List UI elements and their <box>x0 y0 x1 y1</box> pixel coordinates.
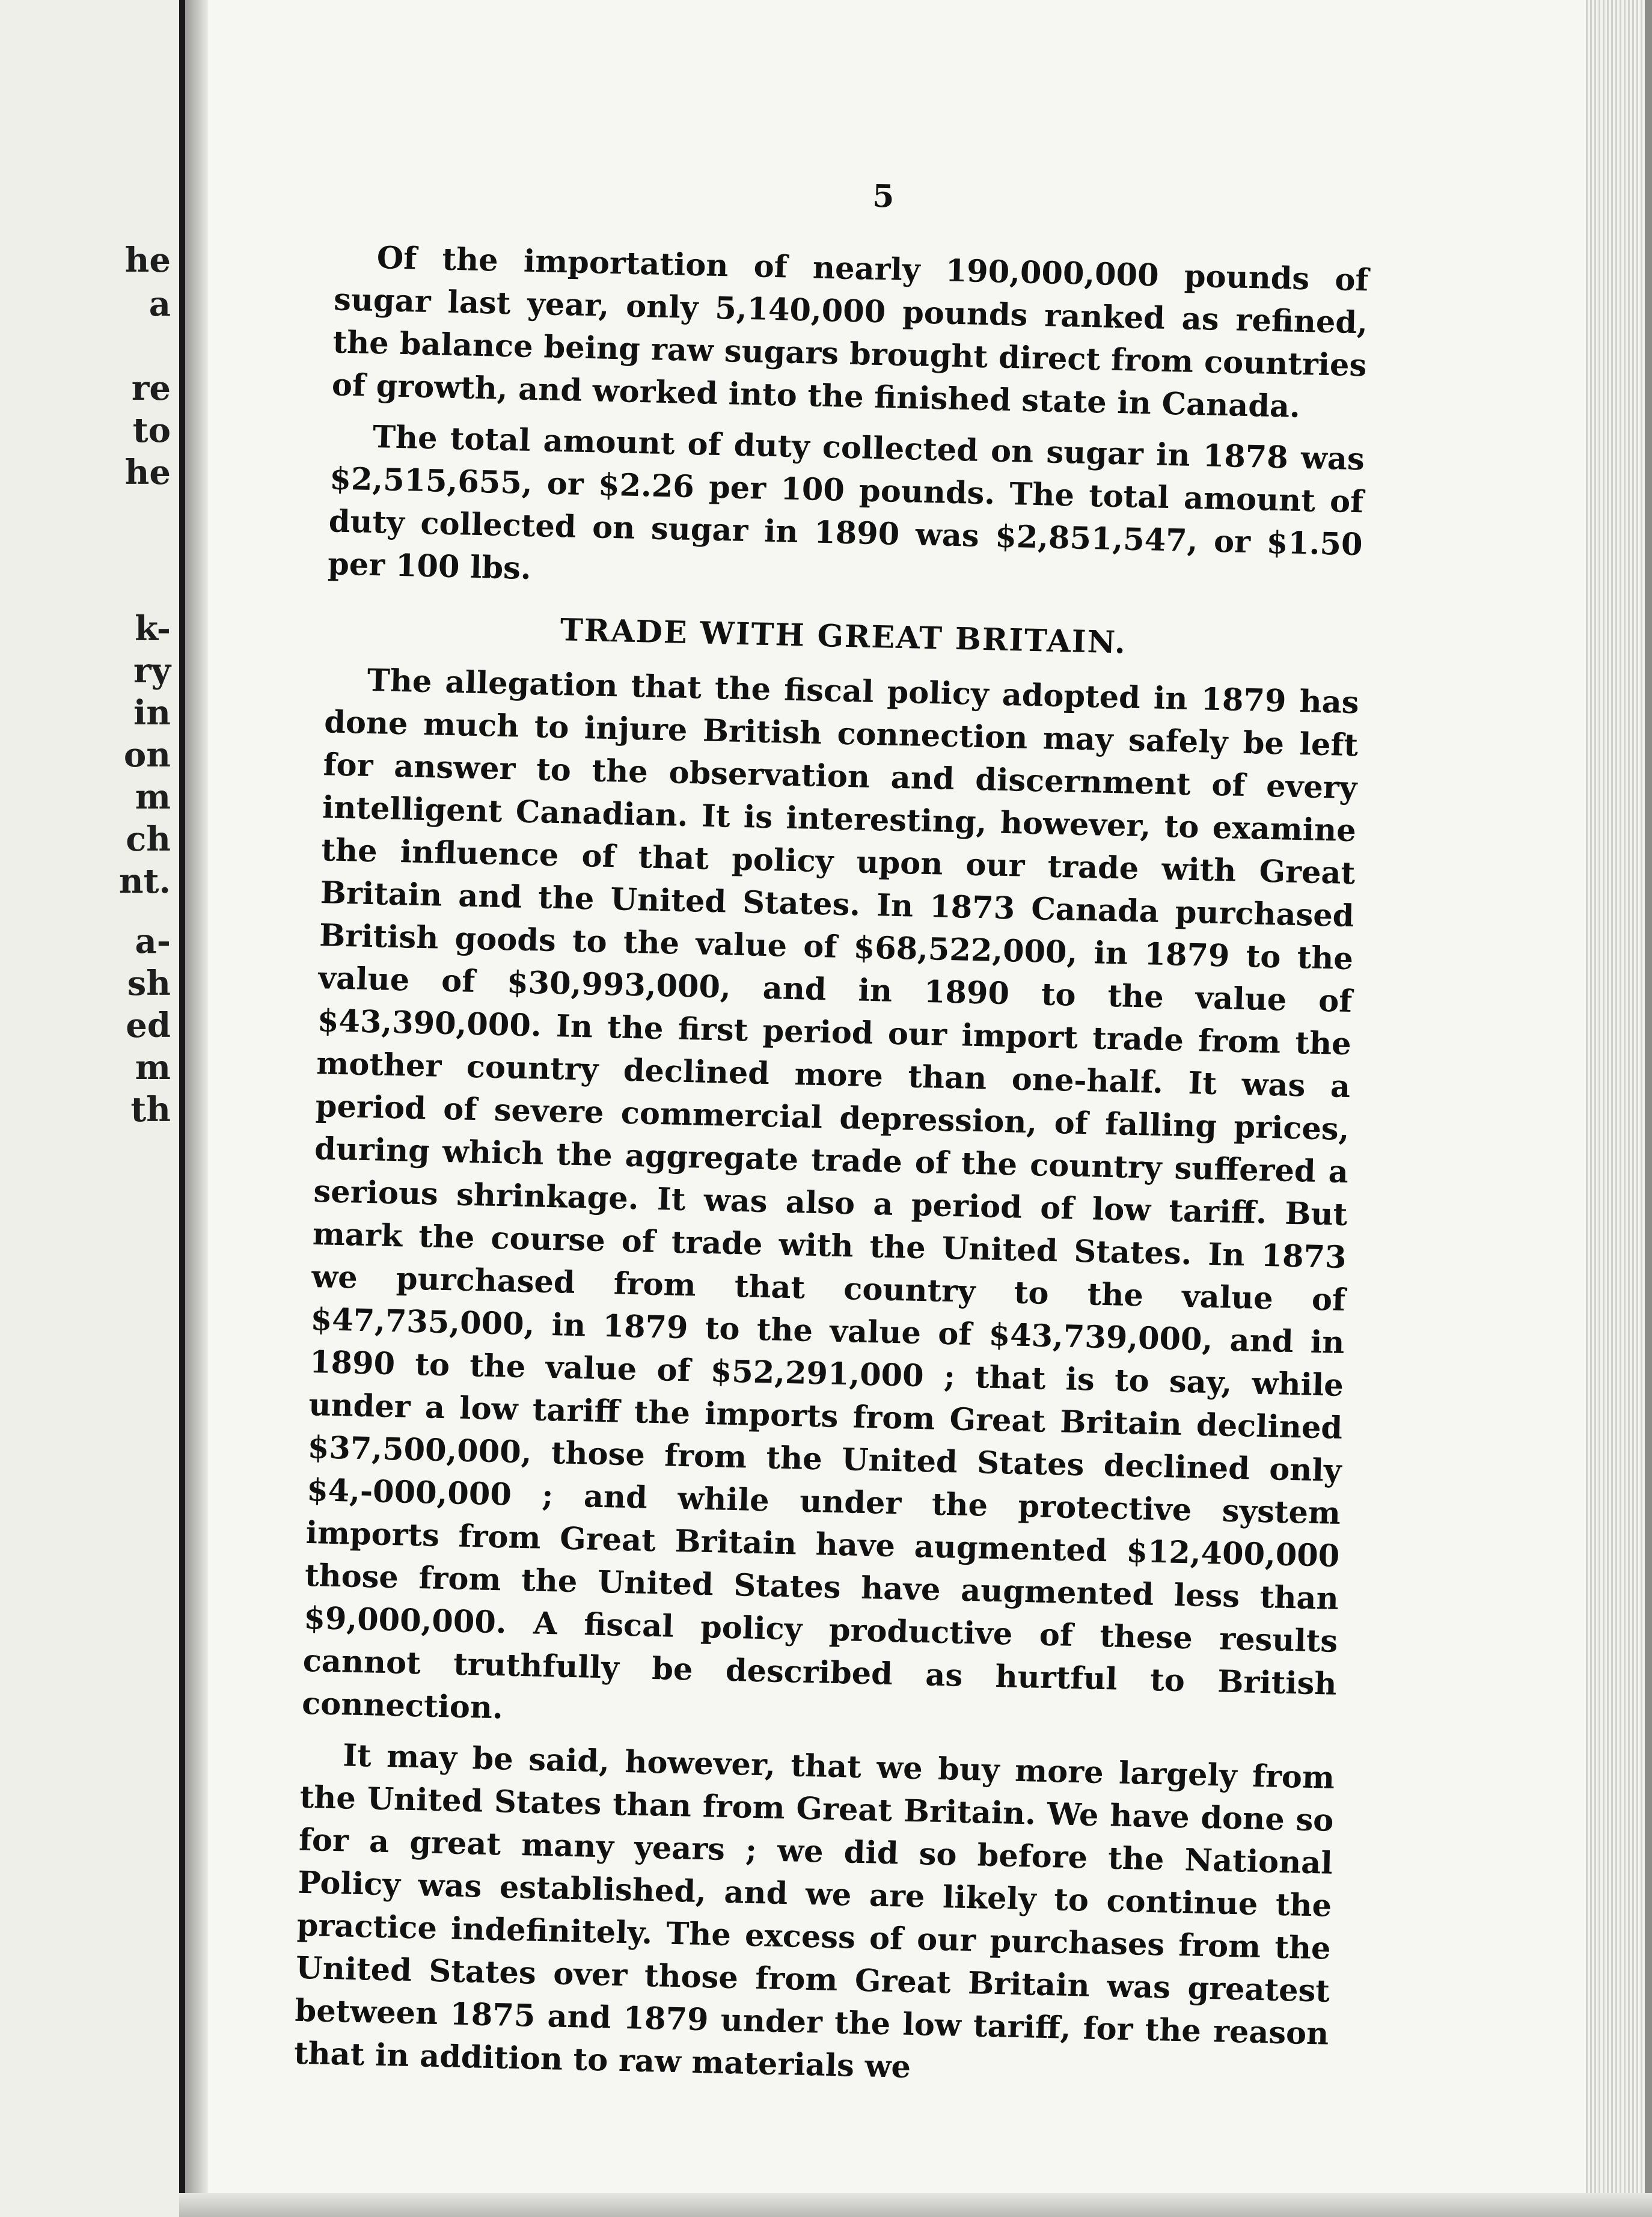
left-page-fragment: ed <box>126 1006 171 1045</box>
page-number: 5 <box>872 177 895 215</box>
left-page-fragment: to <box>132 411 171 450</box>
page-stack-edge <box>1586 0 1652 2217</box>
left-page-fragment: he <box>124 453 171 492</box>
left-page-fragment: re <box>131 368 171 408</box>
section-heading: TRADE WITH GREAT BRITAIN. <box>560 612 1127 661</box>
page-bottom-edge <box>179 2193 1652 2217</box>
left-page-fragment: nt. <box>118 861 171 901</box>
page-stack-border <box>1645 0 1652 2217</box>
left-page-fragment: m <box>135 1048 171 1087</box>
paragraph: It may be said, however, that we buy more largely from the United States than from Great Britain. We have done so for a great many years ; we did so before the National Policy was established, and we are likely to continue the practice indefinitely. The excess of our purchases from the United States over those from Great Britain was greatest between 1875 and 1879 under the low tariff, for the reason that in addition to raw materials we <box>293 1737 1335 2085</box>
left-page-fragment: ch <box>126 819 171 859</box>
left-page-fragment: k- <box>135 609 171 649</box>
paragraph: The total amount of duty collected on sugar in 1878 was $2,515,655, or $2.26 per 100 pounds. The total amount of duty collected on sugar in 1890 was $2,851,547, or $1.50 per 100 lbs. <box>327 418 1365 587</box>
left-page-fragment: ry <box>133 651 171 691</box>
document-page <box>293 168 1371 2106</box>
left-page-fragment: a <box>148 284 171 324</box>
left-page-fragment: he <box>124 240 171 280</box>
left-page <box>0 0 185 2217</box>
paragraph: Of the importation of nearly 190,000,000 pounds of sugar last year, only 5,140,000 pounds ranked as refined, the balance being raw sugars brought direct from countries of growth, and worked into the finished state in Canada. <box>331 240 1369 425</box>
left-page-fragment: on <box>123 735 171 775</box>
left-page-fragment: a- <box>135 922 171 961</box>
paragraph: The allegation that the fiscal policy adopted in 1879 has done much to injure British connection may safely be left for answer to the observation and discernment of every intelligent Canadian. It is interesting, however, to examine the influence of that policy upon our trade with Great Britain and the United States. In 1873 Canada purchased British goods to the value of $68,522,000, in 1879 to the value of $30,993,000, and in 1890 to the value of $43,390,000. In the first period our import trade from the mother country declined more than one-half. It was a period of severe commercial depression, of falling prices, during which the aggregate trade of the country suffered a serious shrinkage. It was also a period of low tariff. But mark the course of trade with the United States. In 1873 we purchased from that country to the value of $47,735,000, in 1879 to the value of $43,739,000, and in 1890 to the value of $52,291,000 ; that is to say, while under a low tariff the imports from Great Britain declined $37,500,000, those from the United States declined only $4,-000,000 ; and while under the protective system imports from Great Britain have augmented $12,400,000 those from the United States have augmented less than $9,000,000. A fiscal policy productive of these results cannot truthfully be described as hurtful to British connection. <box>301 662 1360 1726</box>
left-page-fragment: th <box>130 1090 171 1130</box>
left-page-fragment: m <box>135 777 171 817</box>
left-page-fragment: in <box>133 693 171 733</box>
left-page-fragment: sh <box>127 964 171 1003</box>
page-gutter-shadow <box>185 0 208 2217</box>
